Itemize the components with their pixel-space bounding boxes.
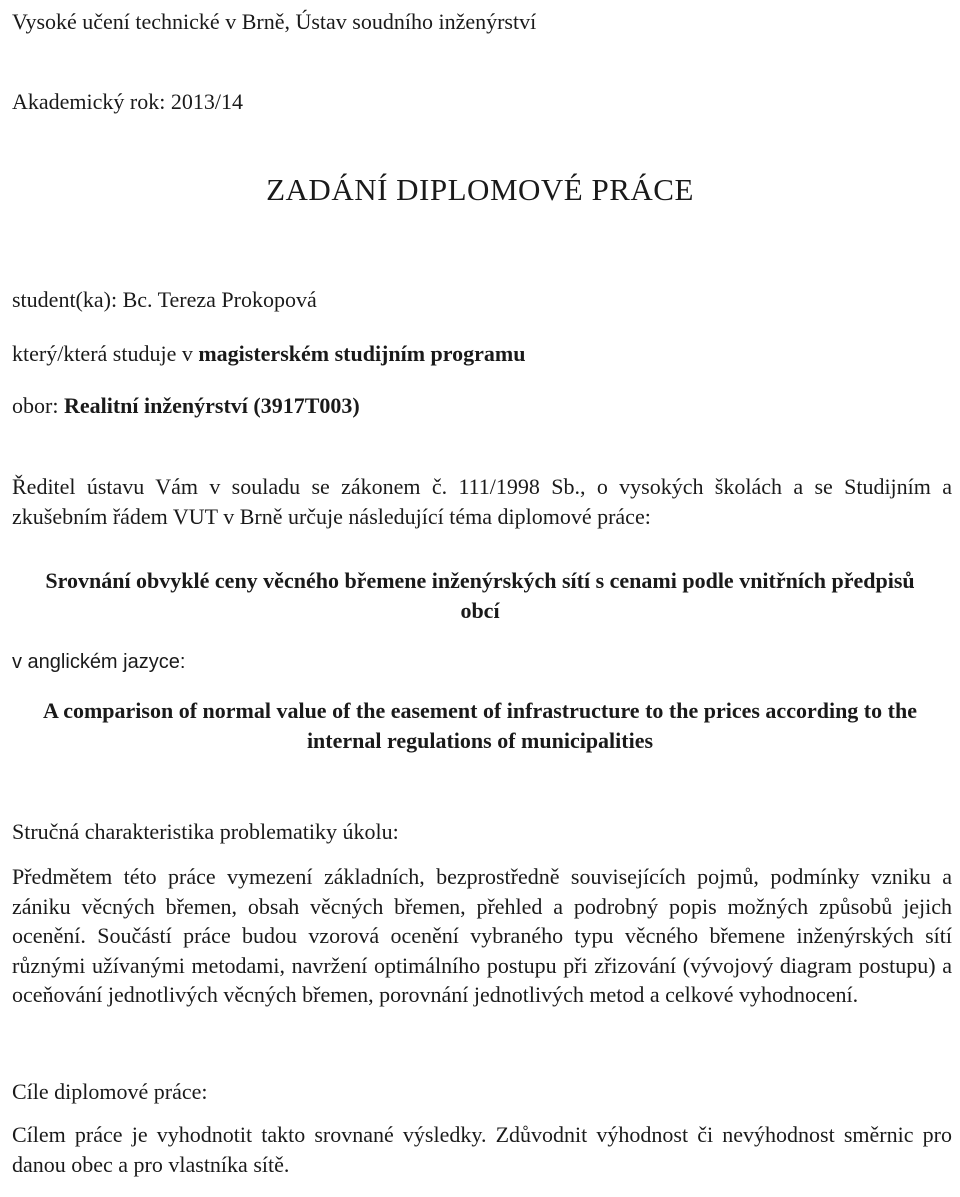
goals-label: Cíle diplomové práce:: [12, 1079, 208, 1104]
decree-paragraph: Ředitel ústavu Vám v souladu se zákonem č. 111/1998 Sb., o vysokých školách a se Studijním a zkušebním řádem VUT v Brně určuje následující téma diplomové práce:: [12, 474, 952, 529]
academic-year: Akademický rok: 2013/14: [12, 89, 243, 114]
goals-text: Cílem práce je vyhodnotit takto srovnané výsledky. Zdůvodnit výhodnost či nevýhodnost směrnic pro danou obec a pro vlastníka sítě.: [12, 1122, 952, 1177]
document-title: ZADÁNÍ DIPLOMOVÉ PRÁCE: [266, 172, 694, 207]
thesis-topic-czech: Srovnání obvyklé ceny věcného břemene inženýrských sítí s cenami podle vnitřních předpisů obcí: [45, 568, 915, 623]
thesis-topic-english: A comparison of normal value of the easement of infrastructure to the prices according to the internal regulations of municipalities: [43, 698, 917, 753]
program-line: [12, 340, 526, 368]
program-prefix: který/která studuje v: [12, 341, 199, 366]
characteristics-label: Stručná charakteristika problematiky úkolu:: [12, 819, 399, 844]
english-label: v anglickém jazyce:: [12, 651, 186, 673]
student-line: [12, 286, 317, 314]
program-name: magisterském studijním programu: [198, 341, 526, 366]
institution-header: Vysoké učení technické v Brně, Ústav soudního inženýrství: [12, 9, 537, 34]
student-label: student(ka):: [12, 287, 123, 312]
field-name: Realitní inženýrství (3917T003): [63, 393, 360, 418]
characteristics-text: Předmětem této práce vymezení základních, bezprostředně souvisejících pojmů, podmínky vzniku a zániku věcných břemen, obsah věcných břemen, přehled a podrobný popis možných způsobů jejich ocenění. Součástí práce budou vzorová ocenění vybraného typu věcného břemene inženýrských sítí různými užívanými metodami, navržení optimálního postupu při zřizování (vývojový diagram postupu) a oceňování jednotlivých věcných břemen, porovnání jednotlivých metod a celkové vyhodnocení.: [12, 864, 952, 1007]
student-name: Bc. Tereza Prokopová: [122, 287, 317, 312]
field-line: [12, 392, 360, 420]
field-prefix: obor:: [12, 393, 64, 418]
